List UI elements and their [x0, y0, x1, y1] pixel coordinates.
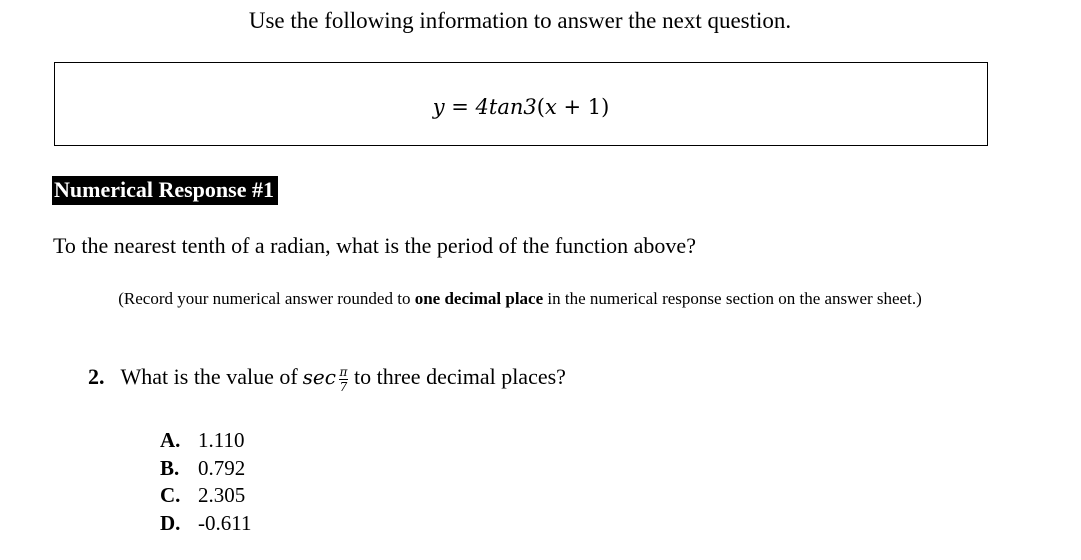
formula-lhs: y [432, 95, 445, 119]
option-d[interactable] [160, 510, 251, 538]
option-letter: B. [160, 455, 180, 480]
intro-text: Use the following information to answer the next question. [248, 8, 792, 33]
question-number: 2. [88, 363, 105, 389]
option-letter: A. [160, 428, 181, 452]
numerical-response-title: Numerical Response #1 [52, 176, 278, 205]
formula-plus: + 1 [556, 95, 602, 119]
fraction-numerator: π [339, 365, 348, 379]
numerical-response-question: To the nearest tenth of a radian, what is the period of the function above? [53, 233, 696, 258]
option-value: 1.110 [198, 428, 245, 452]
question-func: sec [302, 364, 336, 389]
option-value: 0.792 [198, 455, 246, 480]
formula-var: x [544, 95, 557, 119]
question-text-before: What is the value of [120, 363, 298, 389]
question-2 [88, 363, 566, 394]
formula-equals: = [444, 95, 476, 119]
option-value: 2.305 [198, 483, 246, 507]
option-b[interactable] [160, 455, 251, 483]
note-bold: one decimal place [414, 289, 544, 308]
formula-func: 4tan3 [475, 95, 537, 119]
answer-instructions [60, 287, 980, 310]
note-before: (Record your numerical answer rounded to [118, 289, 415, 308]
option-letter: C. [160, 483, 181, 507]
fraction-denominator: 7 [339, 380, 348, 394]
option-letter: D. [160, 510, 181, 535]
formula-close-paren: ) [601, 95, 610, 119]
answer-options [160, 427, 251, 537]
option-value: -0.611 [198, 510, 252, 535]
note-after: in the numerical response section on the answer sheet.) [543, 289, 922, 308]
formula [433, 89, 610, 119]
option-a[interactable] [160, 427, 251, 455]
formula-box [54, 62, 988, 146]
formula-open-paren: ( [536, 95, 545, 119]
question-text-after: to three decimal places? [353, 363, 566, 389]
fraction [339, 366, 348, 393]
option-c[interactable] [160, 482, 251, 510]
